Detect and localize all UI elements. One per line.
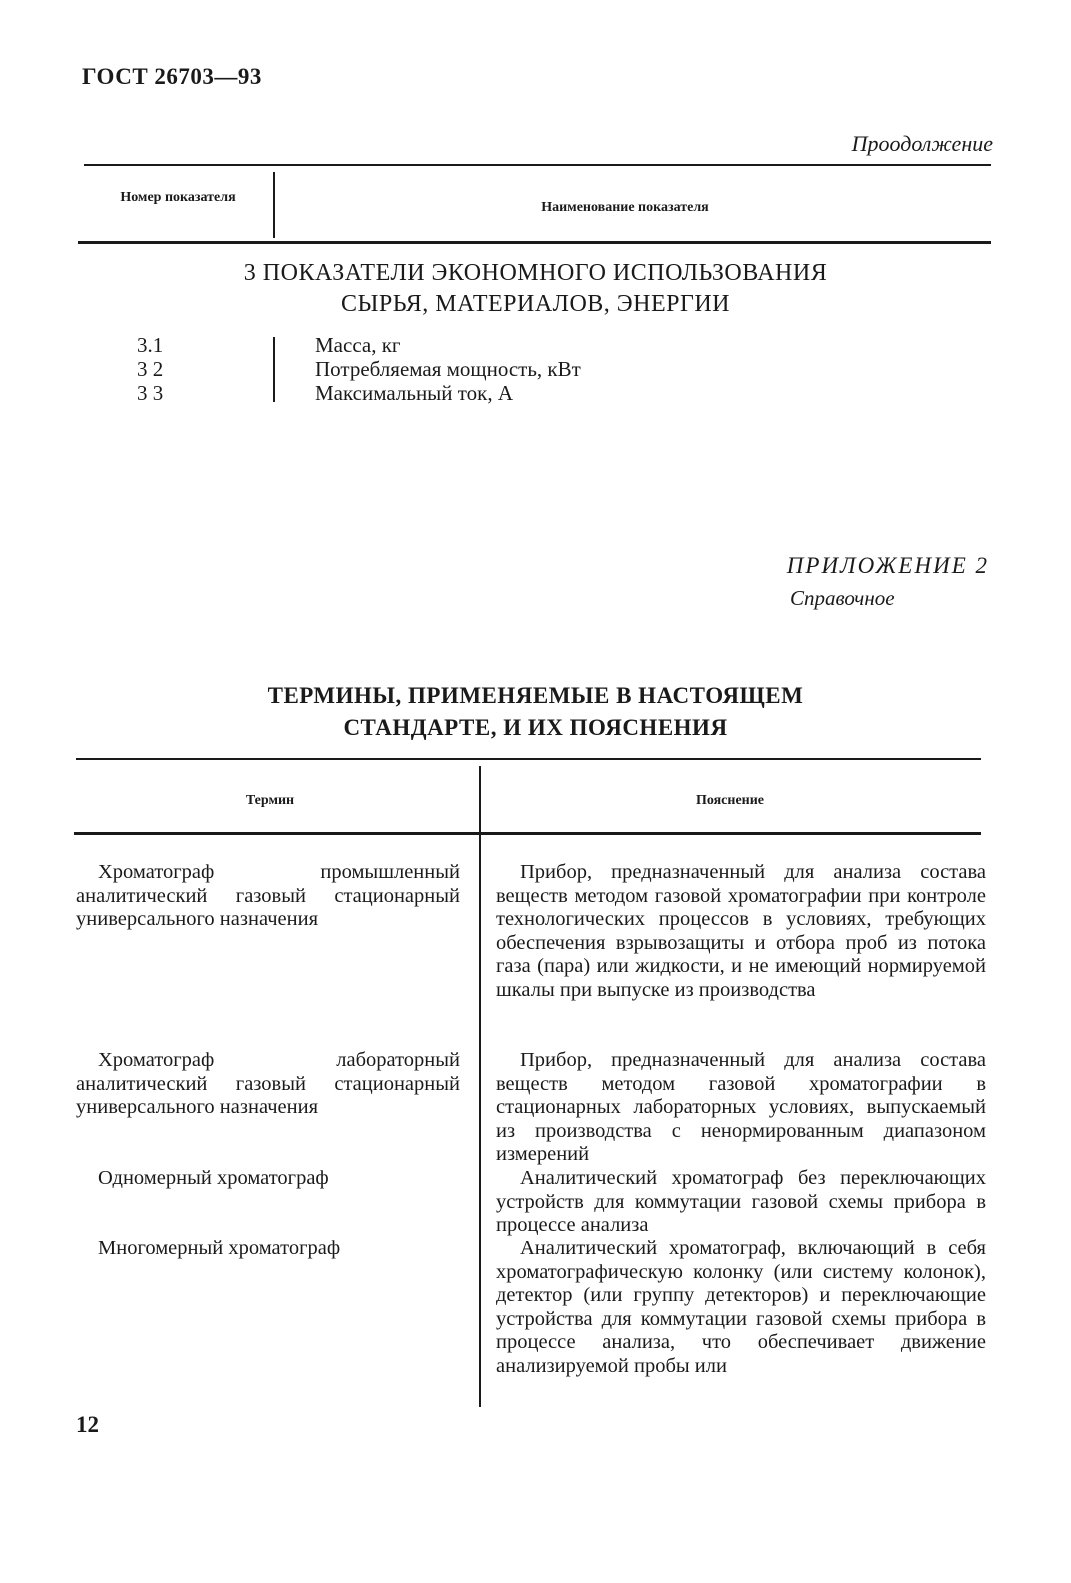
table1-col2-header: Наименование показателя <box>541 200 709 215</box>
terms-column-divider <box>479 766 481 1407</box>
term-cell: Хроматограф промышленный аналитический газовый стационарный универсального назначения <box>76 861 460 930</box>
terms-col2-header: Пояснение <box>695 793 765 808</box>
section-3-title-line2: СЫРЬЯ, МАТЕРИАЛОВ, ЭНЕРГИИ <box>340 291 731 317</box>
term-cell: Хроматограф лабораторный аналитический газовый стационарный универсального назначения <box>76 1049 460 1118</box>
indicator-number: 3.1 <box>137 333 164 357</box>
table1-col1-header: Номер показателя <box>120 190 236 205</box>
explanation-cell: Аналитический хроматограф, включающий в себя хроматографическую колонку (или систему колонок), детектор (или группу детекторов) и переключающие устройства для коммутации газовой схемы прибора в процессе анализа, что обеспечивает движение анализируемой пробы или <box>496 1237 986 1377</box>
table1-header-rule <box>78 241 991 244</box>
indicator-name: Потребляемая мощность, кВт <box>315 357 581 381</box>
appendix-subtitle: Справочное <box>790 586 895 610</box>
explanation-cell: Прибор, предназначенный для анализа состава веществ методом газовой хроматографии при контроле технологических процессов в условиях, требующих обеспечения взрывозащиты и отбора проб из потока газа (пара) или жидкости, и не имеющий нормируемой шкалы при выпуске из производства <box>496 861 986 1001</box>
term-cell: Многомерный хроматограф <box>98 1237 341 1259</box>
document-code: ГОСТ 26703—93 <box>82 64 262 89</box>
explanation-cell: Прибор, предназначенный для анализа состава веществ методом газовой хроматографии в стационарных лабораторных условиях, выпускаемый из производства с ненормированным диапазоном измерений <box>496 1049 986 1165</box>
terms-col1-header: Термин <box>245 793 295 808</box>
explanation-cell: Аналитический хроматограф без переключающих устройств для коммутации газовой схемы прибора в процессе анализа <box>496 1167 986 1236</box>
indicator-divider <box>273 337 275 402</box>
indicator-name: Масса, кг <box>315 333 401 357</box>
terms-title-line1: ТЕРМИНЫ, ПРИМЕНЯЕМЫЕ В НАСТОЯЩЕМ <box>267 683 804 708</box>
table1-top-rule <box>84 164 991 166</box>
term-cell: Одномерный хроматограф <box>98 1167 329 1189</box>
section-3-title <box>0 258 1071 320</box>
indicator-number: 3 3 <box>137 381 164 405</box>
section-3-title-line1: 3 ПОКАЗАТЕЛИ ЭКОНОМНОГО ИСПОЛЬЗОВАНИЯ <box>243 260 828 286</box>
indicator-name: Максимальный ток, А <box>315 381 514 405</box>
table1-header-divider <box>273 172 275 238</box>
page-number: 12 <box>76 1412 99 1437</box>
continuation-label: Проодолжение <box>851 131 993 156</box>
terms-table-top-rule <box>76 758 981 760</box>
terms-header-rule <box>74 832 981 835</box>
terms-title <box>0 680 1071 744</box>
terms-title-line2: СТАНДАРТЕ, И ИХ ПОЯСНЕНИЯ <box>343 715 728 740</box>
indicator-number: 3 2 <box>137 357 164 381</box>
appendix-title: ПРИЛОЖЕНИЕ 2 <box>786 553 989 578</box>
